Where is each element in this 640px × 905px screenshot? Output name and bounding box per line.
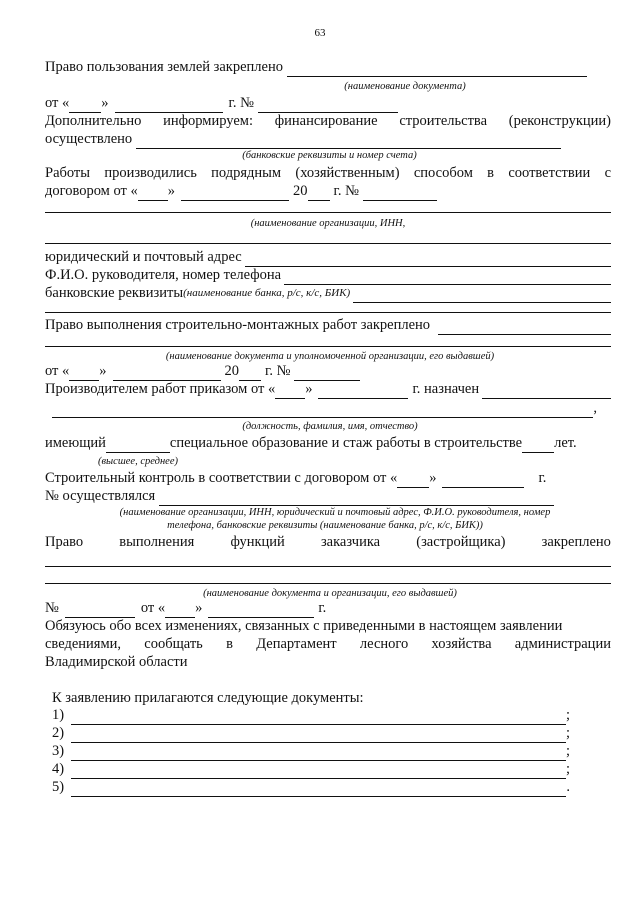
control-line-2 [45, 487, 611, 506]
control-label: Строительный контроль в соответствии с договором от « [45, 470, 398, 486]
address-blank[interactable] [245, 252, 611, 267]
construction-month-blank[interactable] [113, 366, 221, 381]
page-number: 63 [314, 27, 326, 39]
obligation-word: сведениями, [45, 636, 122, 652]
finance-line [45, 112, 611, 131]
land-date-line [45, 94, 611, 113]
customer-date-line [45, 599, 611, 618]
finance-word: (реконструкции) [508, 113, 611, 129]
attachment-item [52, 742, 570, 761]
land-use-line [45, 58, 611, 77]
customer-month-blank[interactable] [208, 603, 314, 618]
contractor-word: с [604, 165, 611, 181]
producer-appointed-label: г. назначен [412, 381, 480, 397]
customer-from-label: от « [140, 600, 166, 616]
construction-date-line [45, 362, 611, 381]
land-year-label: г. № [228, 95, 254, 111]
contractor-word: (хозяйственным) [295, 165, 400, 181]
customer-day-blank[interactable] [165, 603, 195, 618]
attachment-item [52, 706, 570, 725]
finance-line-2 [45, 130, 611, 149]
attachment-blank[interactable] [71, 710, 566, 725]
construction-line [45, 316, 611, 335]
customer-line [45, 533, 611, 552]
finance-word: строительства [399, 113, 488, 129]
control-close: » [429, 470, 437, 486]
contractor-org-blank[interactable] [45, 212, 611, 213]
bank-blank-2[interactable] [45, 312, 611, 313]
attachment-number: 3) [52, 743, 65, 759]
attachment-blank[interactable] [71, 728, 566, 743]
obligation-word: хозяйства [431, 636, 492, 652]
producer-label: Производителем работ приказом от « [45, 381, 276, 397]
attachment-number: 2) [52, 725, 65, 741]
control-month-blank[interactable] [442, 473, 524, 488]
obligation-word: Департамент [256, 636, 337, 652]
construction-doc-blank-2[interactable] [45, 346, 611, 347]
address-label: юридический и почтовый адрес [45, 249, 242, 265]
attachment-end: ; [565, 725, 570, 741]
producer-name-line [52, 399, 597, 418]
obligation-line-1: Обязуюсь обо всех изменениях, связанных с приведенными в настоящем заявлении [45, 618, 563, 634]
bank-blank[interactable] [353, 288, 611, 303]
construction-doc-blank[interactable] [438, 320, 611, 335]
attachment-number: 1) [52, 707, 65, 723]
land-day-blank[interactable] [69, 98, 101, 113]
contractor-word: соответствии [508, 165, 591, 181]
attachment-end: ; [565, 761, 570, 777]
finance-word: финансирование [274, 113, 378, 129]
construction-from-label: от « [45, 363, 70, 379]
land-doc-caption: (наименование документа) [344, 81, 466, 92]
customer-caption: (наименование документа и организации, его выдавшей) [203, 588, 457, 599]
producer-caption: (должность, фамилия, имя, отчество) [242, 421, 418, 432]
producer-line [45, 380, 611, 399]
attachment-end: ; [565, 743, 570, 759]
contractor-address-line [45, 248, 611, 267]
producer-month-blank[interactable] [318, 384, 408, 399]
contractor-director-line [45, 266, 611, 285]
customer-g: г. [318, 600, 327, 616]
customer-word: функций [230, 534, 285, 550]
producer-education-line [45, 434, 611, 453]
contract-number-blank[interactable] [363, 186, 437, 201]
producer-position-blank[interactable] [52, 403, 593, 418]
producer-name-blank[interactable] [482, 384, 611, 399]
customer-word: закреплено [541, 534, 611, 550]
attachment-number: 5) [52, 779, 65, 795]
contractor-org-blank-2[interactable] [45, 243, 611, 244]
contract-from-close: » [167, 183, 176, 199]
control-caption-1: (наименование организации, ИНН, юридический и почтовый адрес, Ф.И.О. руководителя, номер [119, 507, 551, 518]
customer-doc-blank[interactable] [45, 566, 611, 567]
customer-close: » [195, 600, 203, 616]
attachments-title: К заявлению прилагаются следующие документы: [52, 690, 364, 706]
contractor-word: подрядным [211, 165, 282, 181]
contractor-bank-line [45, 284, 611, 303]
construction-number-label: г. № [265, 363, 291, 379]
obligation-word: лесного [359, 636, 409, 652]
land-use-label: Право пользования землей закреплено [45, 59, 283, 75]
attachment-end: . [566, 779, 570, 795]
construction-day-blank[interactable] [69, 366, 99, 381]
finance-caption: (банковские реквизиты и номер счета) [242, 150, 417, 161]
control-caption-2: телефона, банковские реквизиты (наименование банка, р/с, к/с, БИК)) [167, 520, 483, 531]
control-day-blank[interactable] [397, 473, 429, 488]
land-number-blank[interactable] [258, 98, 398, 113]
contractor-word: Работы [45, 165, 91, 181]
construction-label: Право выполнения строительно-монтажных работ закреплено [45, 317, 431, 333]
customer-word: выполнения [119, 534, 195, 550]
contractor-word: в [487, 165, 495, 181]
producer-close: » [305, 381, 313, 397]
contract-year-blank[interactable] [308, 186, 330, 201]
finance-done-label: осуществлено [45, 131, 133, 147]
construction-year-prefix: 20 [224, 363, 240, 379]
contract-from-label: договором от « [45, 183, 138, 199]
contractor-word: способом [413, 165, 473, 181]
bank-label: банковские реквизиты [45, 285, 184, 301]
customer-word: Право [45, 534, 84, 550]
attachment-end: ; [565, 707, 570, 723]
attachment-item [52, 724, 570, 743]
education-label: специальное образование и стаж работы в строительстве [169, 435, 523, 451]
finance-word: Дополнительно [45, 113, 142, 129]
attachment-blank[interactable] [71, 782, 566, 797]
land-doc-blank[interactable] [287, 62, 587, 77]
land-from-label: от « [45, 95, 70, 111]
contract-day-blank[interactable] [138, 186, 168, 201]
customer-word: (застройщика) [416, 534, 506, 550]
obligation-word: администрации [514, 636, 611, 652]
contractor-line [45, 164, 611, 183]
attachment-item [52, 778, 570, 797]
control-number-label: № осуществлялся [45, 488, 156, 504]
control-line [45, 469, 611, 488]
construction-year-blank[interactable] [239, 366, 261, 381]
education-caption: (высшее, среднее) [98, 456, 178, 467]
construction-from-close: » [99, 363, 107, 379]
education-blank[interactable] [106, 438, 170, 453]
control-org-blank[interactable] [159, 491, 554, 506]
customer-no-label: № [45, 600, 59, 616]
contractor-date-line [45, 182, 611, 201]
customer-doc-blank-2[interactable] [45, 583, 611, 584]
attachment-blank[interactable] [71, 764, 566, 779]
years-label: лет. [554, 435, 577, 451]
construction-caption: (наименование документа и уполномоченной организации, его выдавшей) [165, 351, 495, 362]
control-g: г. [538, 470, 547, 486]
finance-details-blank[interactable] [136, 134, 561, 149]
land-month-blank[interactable] [115, 98, 223, 113]
contract-year-prefix: 20 [293, 183, 308, 199]
contractor-word: производились [104, 165, 197, 181]
obligation-word: сообщать [144, 636, 203, 652]
customer-number-blank[interactable] [65, 603, 135, 618]
attachment-number: 4) [52, 761, 65, 777]
experience-blank[interactable] [522, 438, 554, 453]
contract-month-blank[interactable] [181, 186, 289, 201]
producer-day-blank[interactable] [275, 384, 305, 399]
having-label: имеющий [45, 435, 106, 451]
obligation-line-2 [45, 635, 611, 654]
attachment-blank[interactable] [71, 746, 566, 761]
attachment-item [52, 760, 570, 779]
bank-hint: (наименование банка, р/с, к/с, БИК) [183, 287, 351, 299]
customer-word: заказчика [320, 534, 381, 550]
contract-number-label: г. № [333, 183, 359, 199]
obligation-word: в [226, 636, 233, 652]
director-blank[interactable] [284, 270, 611, 285]
producer-comma: , [593, 400, 597, 416]
construction-number-blank[interactable] [294, 366, 360, 381]
obligation-line-3: Владимирской области [45, 654, 188, 670]
contractor-caption: (наименование организации, ИНН, [250, 218, 406, 229]
land-from-close: » [101, 95, 109, 111]
finance-word: информируем: [163, 113, 253, 129]
director-label: Ф.И.О. руководителя, номер телефона [45, 267, 282, 283]
